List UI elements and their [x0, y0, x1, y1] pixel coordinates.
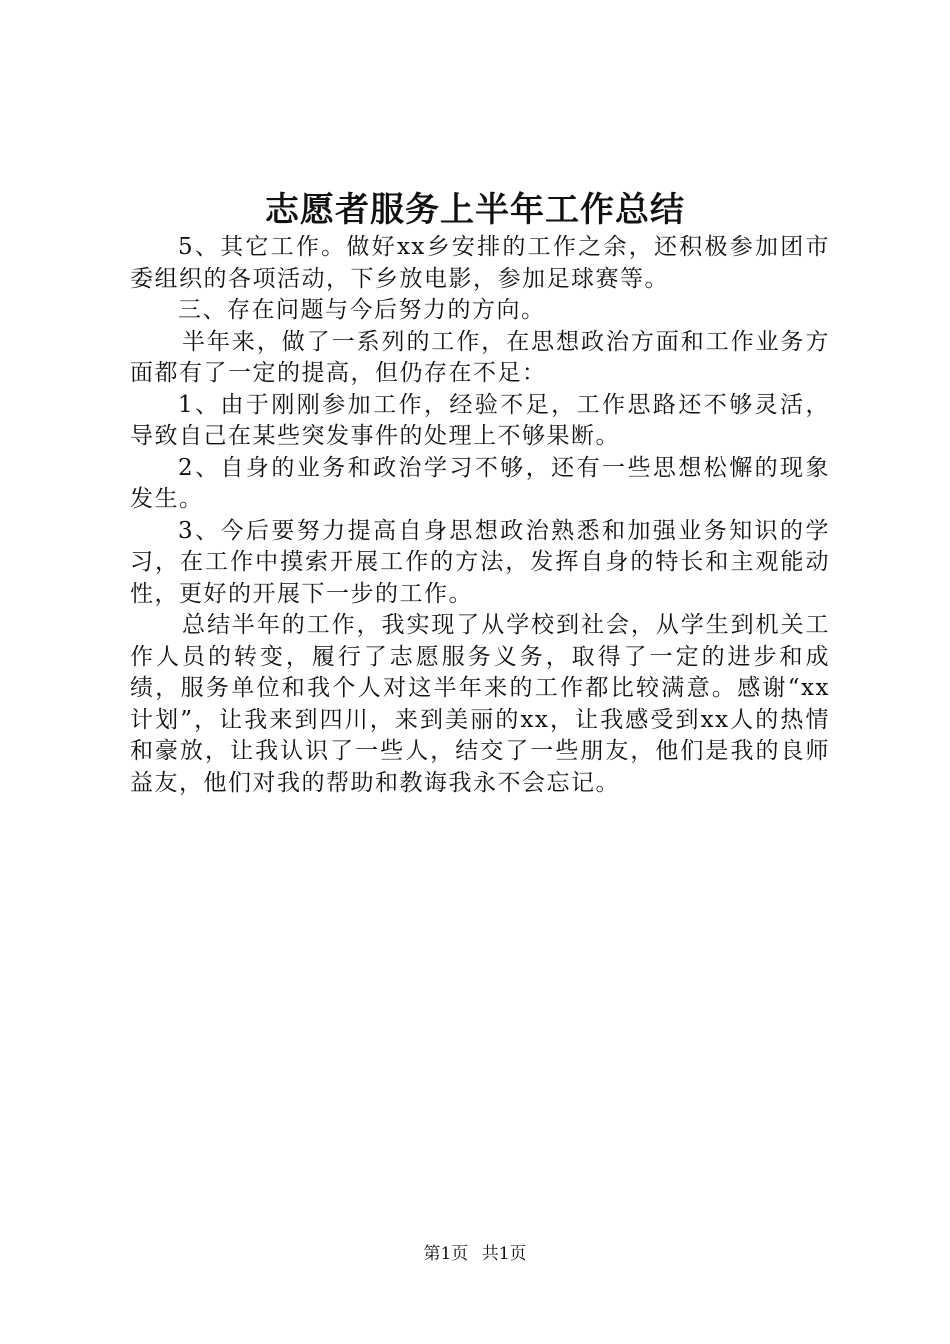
document-title: 志愿者服务上半年工作总结 — [265, 190, 685, 230]
paragraph-issue-1: 1、由于刚刚参加工作，经验不足，工作思路还不够灵活，导致自己在某些突发事件的处理上不够果断。 — [130, 391, 830, 449]
paragraph-half-year-summary: 半年来，做了一系列的工作，在思想政治方面和工作业务方面都有了一定的提高，但仍存在不足： — [130, 328, 830, 386]
document-body — [130, 232, 830, 799]
page-footer — [0, 1243, 950, 1265]
paragraph-issue-2: 2、自身的业务和政治学习不够，还有一些思想松懈的现象发生。 — [130, 454, 830, 512]
paragraph-section-heading: 三、存在问题与今后努力的方向。 — [178, 297, 546, 323]
page-number-current: 第1页 — [423, 1244, 469, 1264]
page-number-total: 共1页 — [481, 1244, 527, 1264]
paragraph-conclusion: 总结半年的工作，我实现了从学校到社会，从学生到机关工作人员的转变，履行了志愿服务义务，取得了一定的进步和成绩，服务单位和我个人对这半年来的工作都比较满意。感谢“xx计划”，让我来到四川，来到美丽的xx，让我感受到xx人的热情和豪放，让我认识了一些人，结交了一些朋友，他们是我的良师益友，他们对我的帮助和教诲我永不会忘记。 — [130, 612, 830, 796]
paragraph-issue-3: 3、今后要努力提高自身思想政治熟悉和加强业务知识的学习，在工作中摸索开展工作的方法，发挥自身的特长和主观能动性，更好的开展下一步的工作。 — [130, 517, 830, 607]
paragraph-other-work: 5、其它工作。做好xx乡安排的工作之余，还积极参加团市委组织的各项活动，下乡放电影，参加足球赛等。 — [130, 234, 830, 292]
